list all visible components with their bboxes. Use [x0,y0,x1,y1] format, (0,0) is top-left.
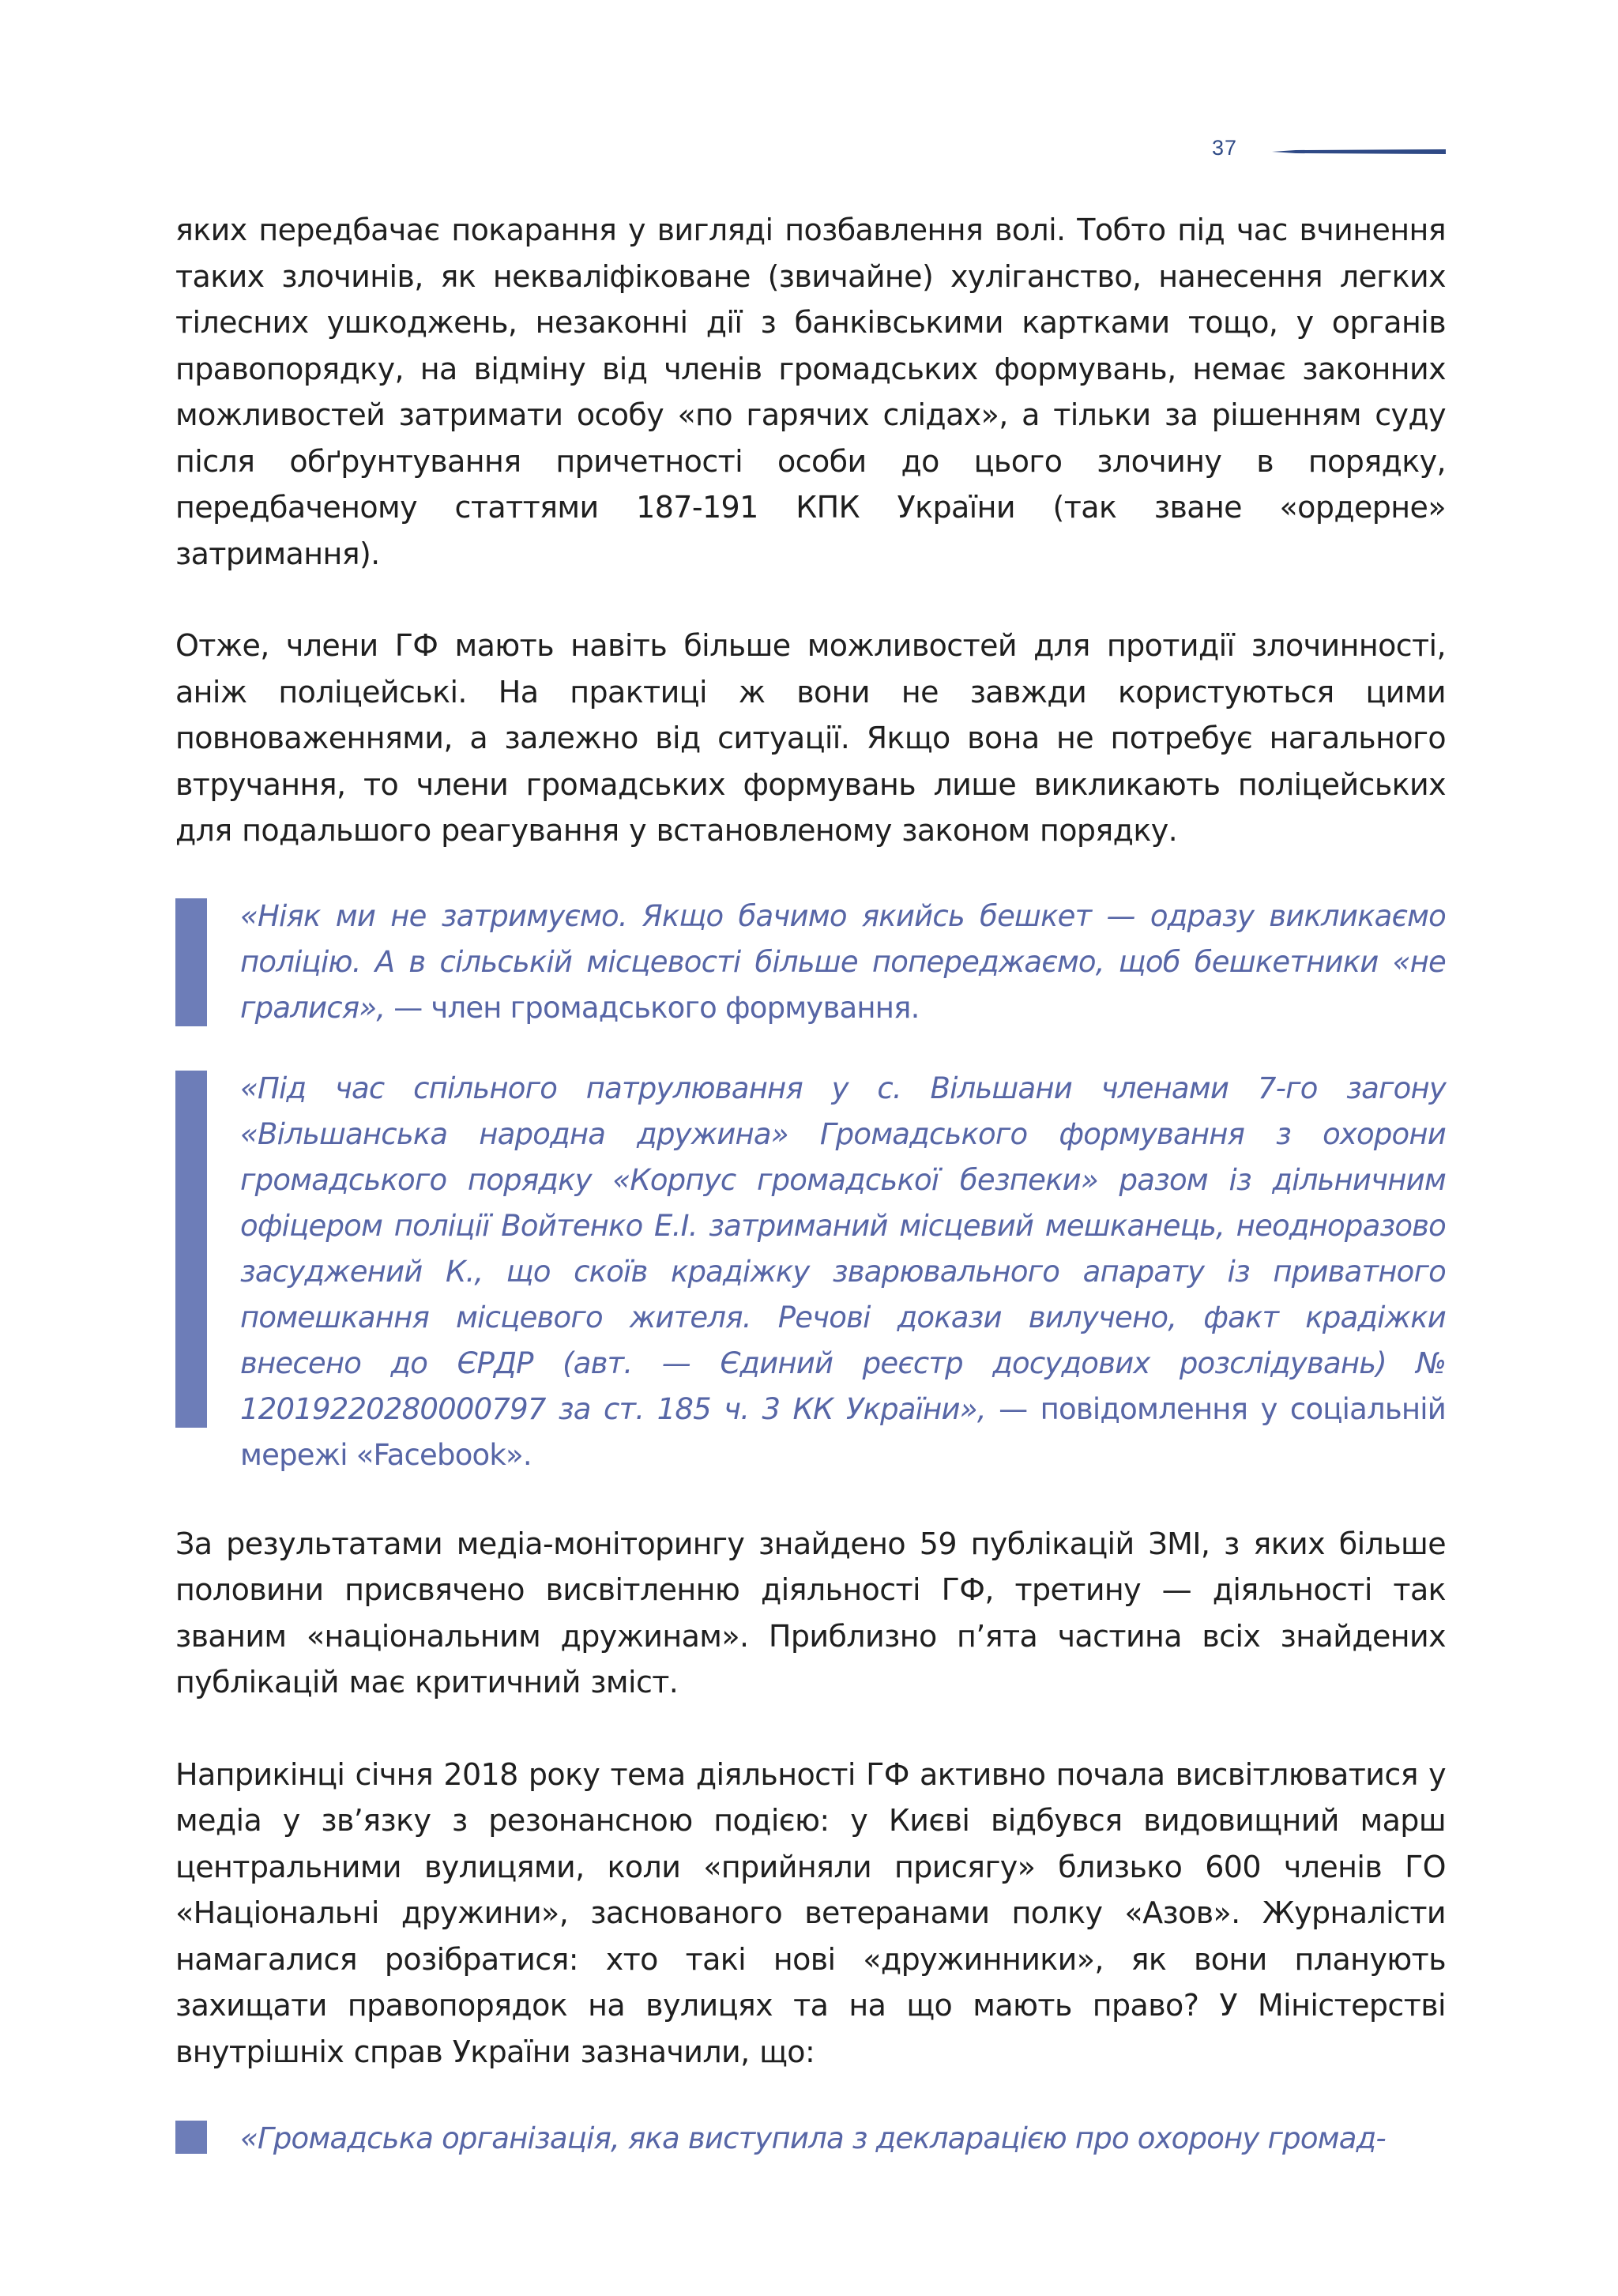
page-header [1209,133,1446,172]
quote-text [240,1066,1446,1478]
page-body [175,207,1446,2162]
header-rule [1272,149,1446,155]
quote-block-2 [175,1066,1446,1478]
quote-text [240,894,1446,1031]
quote-block-1 [175,894,1446,1031]
quote-body: «Ніяк ми не затримуємо. Якщо бачимо якийсь бешкет — одразу викликаємо поліцію. А в сільській місцевості більше попереджаємо, щоб бешкетники «не гралися», [240,898,1446,1025]
quote-bar [175,898,207,1026]
quote-attribution: — член громадського формування. [385,990,920,1025]
quote-body: «Громадська організація, яка виступила з декларацією про охорону громад- [240,2121,1386,2155]
body-paragraph-4: Наприкінці січня 2018 року тема діяльності ГФ активно почала висвітлюватися у медіа у зв’язку з резонансною подією: у Києві відбувся видовищний марш центральними вулицями, коли «прийняли присягу» близько 600 членів ГО «Національні дружини», заснованого ветеранами полку «Азов». Журналісти намагалися розібратися: хто такі нові «дружинники», як вони планують захищати правопорядок на вулицях та на що мають право? У Міністерстві внутрішніх справ України зазначили, що: [175,1756,1446,2069]
body-paragraph-1: яких передбачає покарання у вигляді позбавлення волі. Тобто під час вчинення таких злочинів, як некваліфіковане (звичайне) хуліганство, нанесення легких тілесних ушкоджень, незаконні дії з банківськими картками тощо, у органів правопорядку, на відміну від членів громадських формувань, немає законних можливостей затримати особу «по гарячих слідах», а тільки за рішенням суду після обґрунтування причетності особи до цього злочину в порядку, передбаченому статтями 187-191 КПК України (так зване «ордерне» затримання). [175,213,1446,571]
page-number: 37 [1211,136,1238,160]
quote-bar [175,1071,207,1428]
body-paragraph-2: Отже, члени ГФ мають навіть більше можливостей для протидії злочинності, аніж поліцейські. На практиці ж вони не завжди користуються цими повноваженнями, а залежно від ситуації. Якщо вона не потребує нагального втручання, то члени громадських формувань лише викликають поліцейських для подальшого реагування у встановленому законом порядку. [175,628,1446,848]
quote-attribution: — повідомлення у соціальній мережі «Facebook». [240,1391,1446,1472]
body-paragraph-3: За результатами медіа-моніторингу знайдено 59 публікацій ЗМІ, з яких більше половини присвячено висвітленню діяльності ГФ, третину — діяльності так званим «національним дружинам». Приблизно п’ята частина всіх знайдених публікацій має критичний зміст. [175,1526,1446,1699]
quote-text [240,2116,1446,2162]
quote-bar [175,2121,207,2154]
quote-block-3 [175,2116,1446,2162]
quote-body: «Під час спільного патрулювання у с. Вільшани членами 7-го загону «Вільшанська народна дружина» Громадського формування з охорони громадського порядку «Корпус громадської безпеки» разом із дільничним офіцером поліції Войтенко Е.І. затриманий місцевий мешканець, неодноразово засуджений К., що скоїв крадіжку зварювального апарату із приватного помешкання місцевого жителя. Речові докази вилучено, факт крадіжки внесено до ЄРДР (авт. — Єдиний реєстр досудових розслідувань) № 12019220280000797 за ст. 185 ч. 3 КК України», [240,1071,1446,1426]
